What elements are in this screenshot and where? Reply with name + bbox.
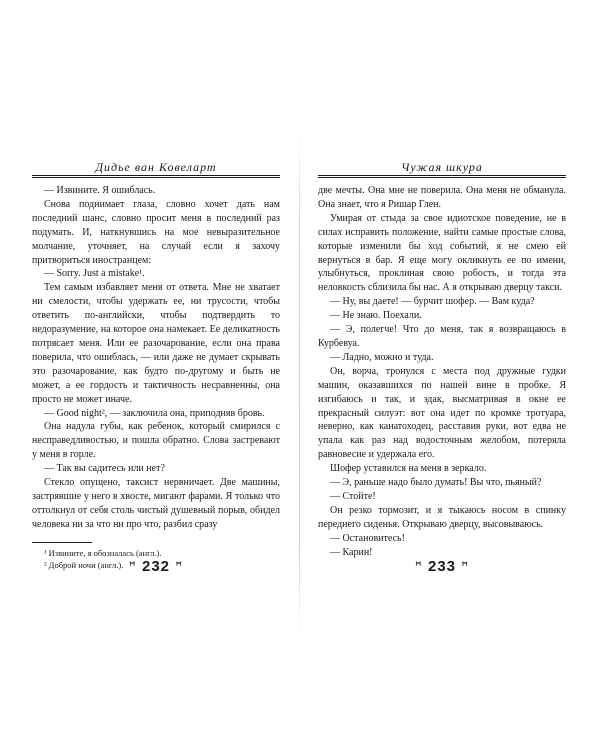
right-paragraph: Он, ворча, тронулся с места под дружные гудки машин, оказавшихся по нашей вине в пробке. Я изгибаюсь и так, и эдак, высматривая в окне ее прекрасный силуэт: вот она идет по кромке тротуара, неверно, как канатоходец, расставив руки, вот едва не упала как раз над водосточным желобом, потеряла равновесие и удержала его. — [318, 365, 566, 461]
right-page-number — [318, 558, 566, 575]
left-paragraph: Снова поднимает глаза, словно хочет дать нам последний шанс, словно просит меня в последний раз подумать. И, наткнувшись на мое невыразительное молчание, уточняет, на случай если я захочу притвориться иностранцем: — [32, 198, 280, 266]
right-paragraph: — Ну, вы даете! — бурчит шофер. — Вам куда? — [330, 296, 535, 308]
left-paragraph: Стекло опущено, таксист нервничает. Две машины, застрявшие у него в хвосте, мигают фарами. Я только что оттолкнул от себя столь чистый душевный порыв, обидел человека ни за что ни про что, разбил сразу — [32, 477, 280, 530]
right-body-text — [318, 184, 566, 559]
left-page-number — [32, 558, 280, 575]
right-paragraph: — Стойте! — [330, 490, 376, 502]
left-page — [32, 150, 280, 580]
right-paragraph: две мечты. Она мне не поверила. Она меня не обманула. Она знает, что я Ришар Глен. — [318, 185, 566, 210]
right-header-rule — [318, 175, 566, 178]
left-paragraph: — Извините. Я ошиблась. — [44, 185, 156, 196]
right-paragraph: — Не знаю. Поехали. — [330, 310, 422, 322]
left-paragraph: — Так вы садитесь или нет? — [44, 463, 165, 475]
right-paragraph: Он резко тормозит, и я тыкаюсь носом в спинку переднего сиденья. Открываю дверцу, высовываюсь. — [318, 504, 566, 530]
book-spread — [20, 0, 580, 750]
right-running-head-title: Чужая шкура — [401, 160, 483, 174]
footnote-1: ¹ Извините, я обозналась (англ.). — [44, 547, 162, 558]
book-gutter — [299, 120, 300, 640]
footnote-rule — [32, 542, 92, 543]
left-body-text — [32, 184, 280, 532]
right-folio-number: 233 — [427, 558, 457, 575]
left-paragraph: Тем самым избавляет меня от ответа. Мне не хватает ни смелости, чтобы удержать ее, ни трусости, чтобы ответить по-английски, чтобы подтвердить то недоразумение, на которое она намекает. Ее деликатность потрясает меня. Или ее разочарование, если она права поверила, что ошиблась, — или даже не думает скрывать это разочарование, как будто по-другому и быть не может, а ее гордость и тактичность несравненны, она просто не может иначе. — [32, 282, 280, 405]
left-paragraph: — Good night², — заключила она, приподняв бровь. — [44, 407, 265, 419]
right-paragraph: — Э, раньше надо было думать! Вы что, пьяный? — [330, 477, 542, 489]
right-paragraph: Умирая от стыда за свое идиотское поведение, не в силах исправить положение, найти самые простые слова, которые изменили бы ход событий, я не смею ей вернуться в бар. Я еще могу окликнуть ее по имени, улыбнуться, проклиная свою робость, и тогда эта неловкость сблизила бы нас. А я открываю дверцу такси. — [318, 212, 566, 294]
right-paragraph: — Остановитесь! — [330, 532, 405, 544]
left-running-head — [32, 150, 280, 178]
right-paragraph: — Э, полегче! Что до меня, так я возвращаюсь в Курбевуа. — [318, 324, 566, 349]
left-running-head-title: Дидье ван Ковеларт — [95, 160, 217, 174]
right-paragraph: — Карин! — [330, 546, 373, 558]
folio-ornament-icon: ꟸ — [461, 559, 470, 573]
right-paragraph: — Ладно, можно и туда. — [330, 351, 434, 363]
left-paragraph: — Sorry. Just a mistake¹. — [44, 268, 145, 280]
right-paragraph: Шофер уставился на меня в зеркало. — [330, 463, 487, 475]
folio-ornament-icon: ꟸ — [128, 559, 137, 573]
left-header-rule — [32, 175, 280, 178]
left-paragraph: Она надула губы, как ребенок, который смирился с несправедливостью, и пошла обратно. Слова застревают у меня в горле. — [32, 421, 280, 461]
right-running-head — [318, 150, 566, 178]
right-page — [318, 150, 566, 580]
folio-ornament-icon: ꟸ — [175, 559, 184, 573]
folio-ornament-icon: ꟸ — [414, 559, 423, 573]
footnote-2: ² Доброй ночи (англ.). — [44, 559, 124, 570]
left-folio-number: 232 — [141, 558, 171, 575]
